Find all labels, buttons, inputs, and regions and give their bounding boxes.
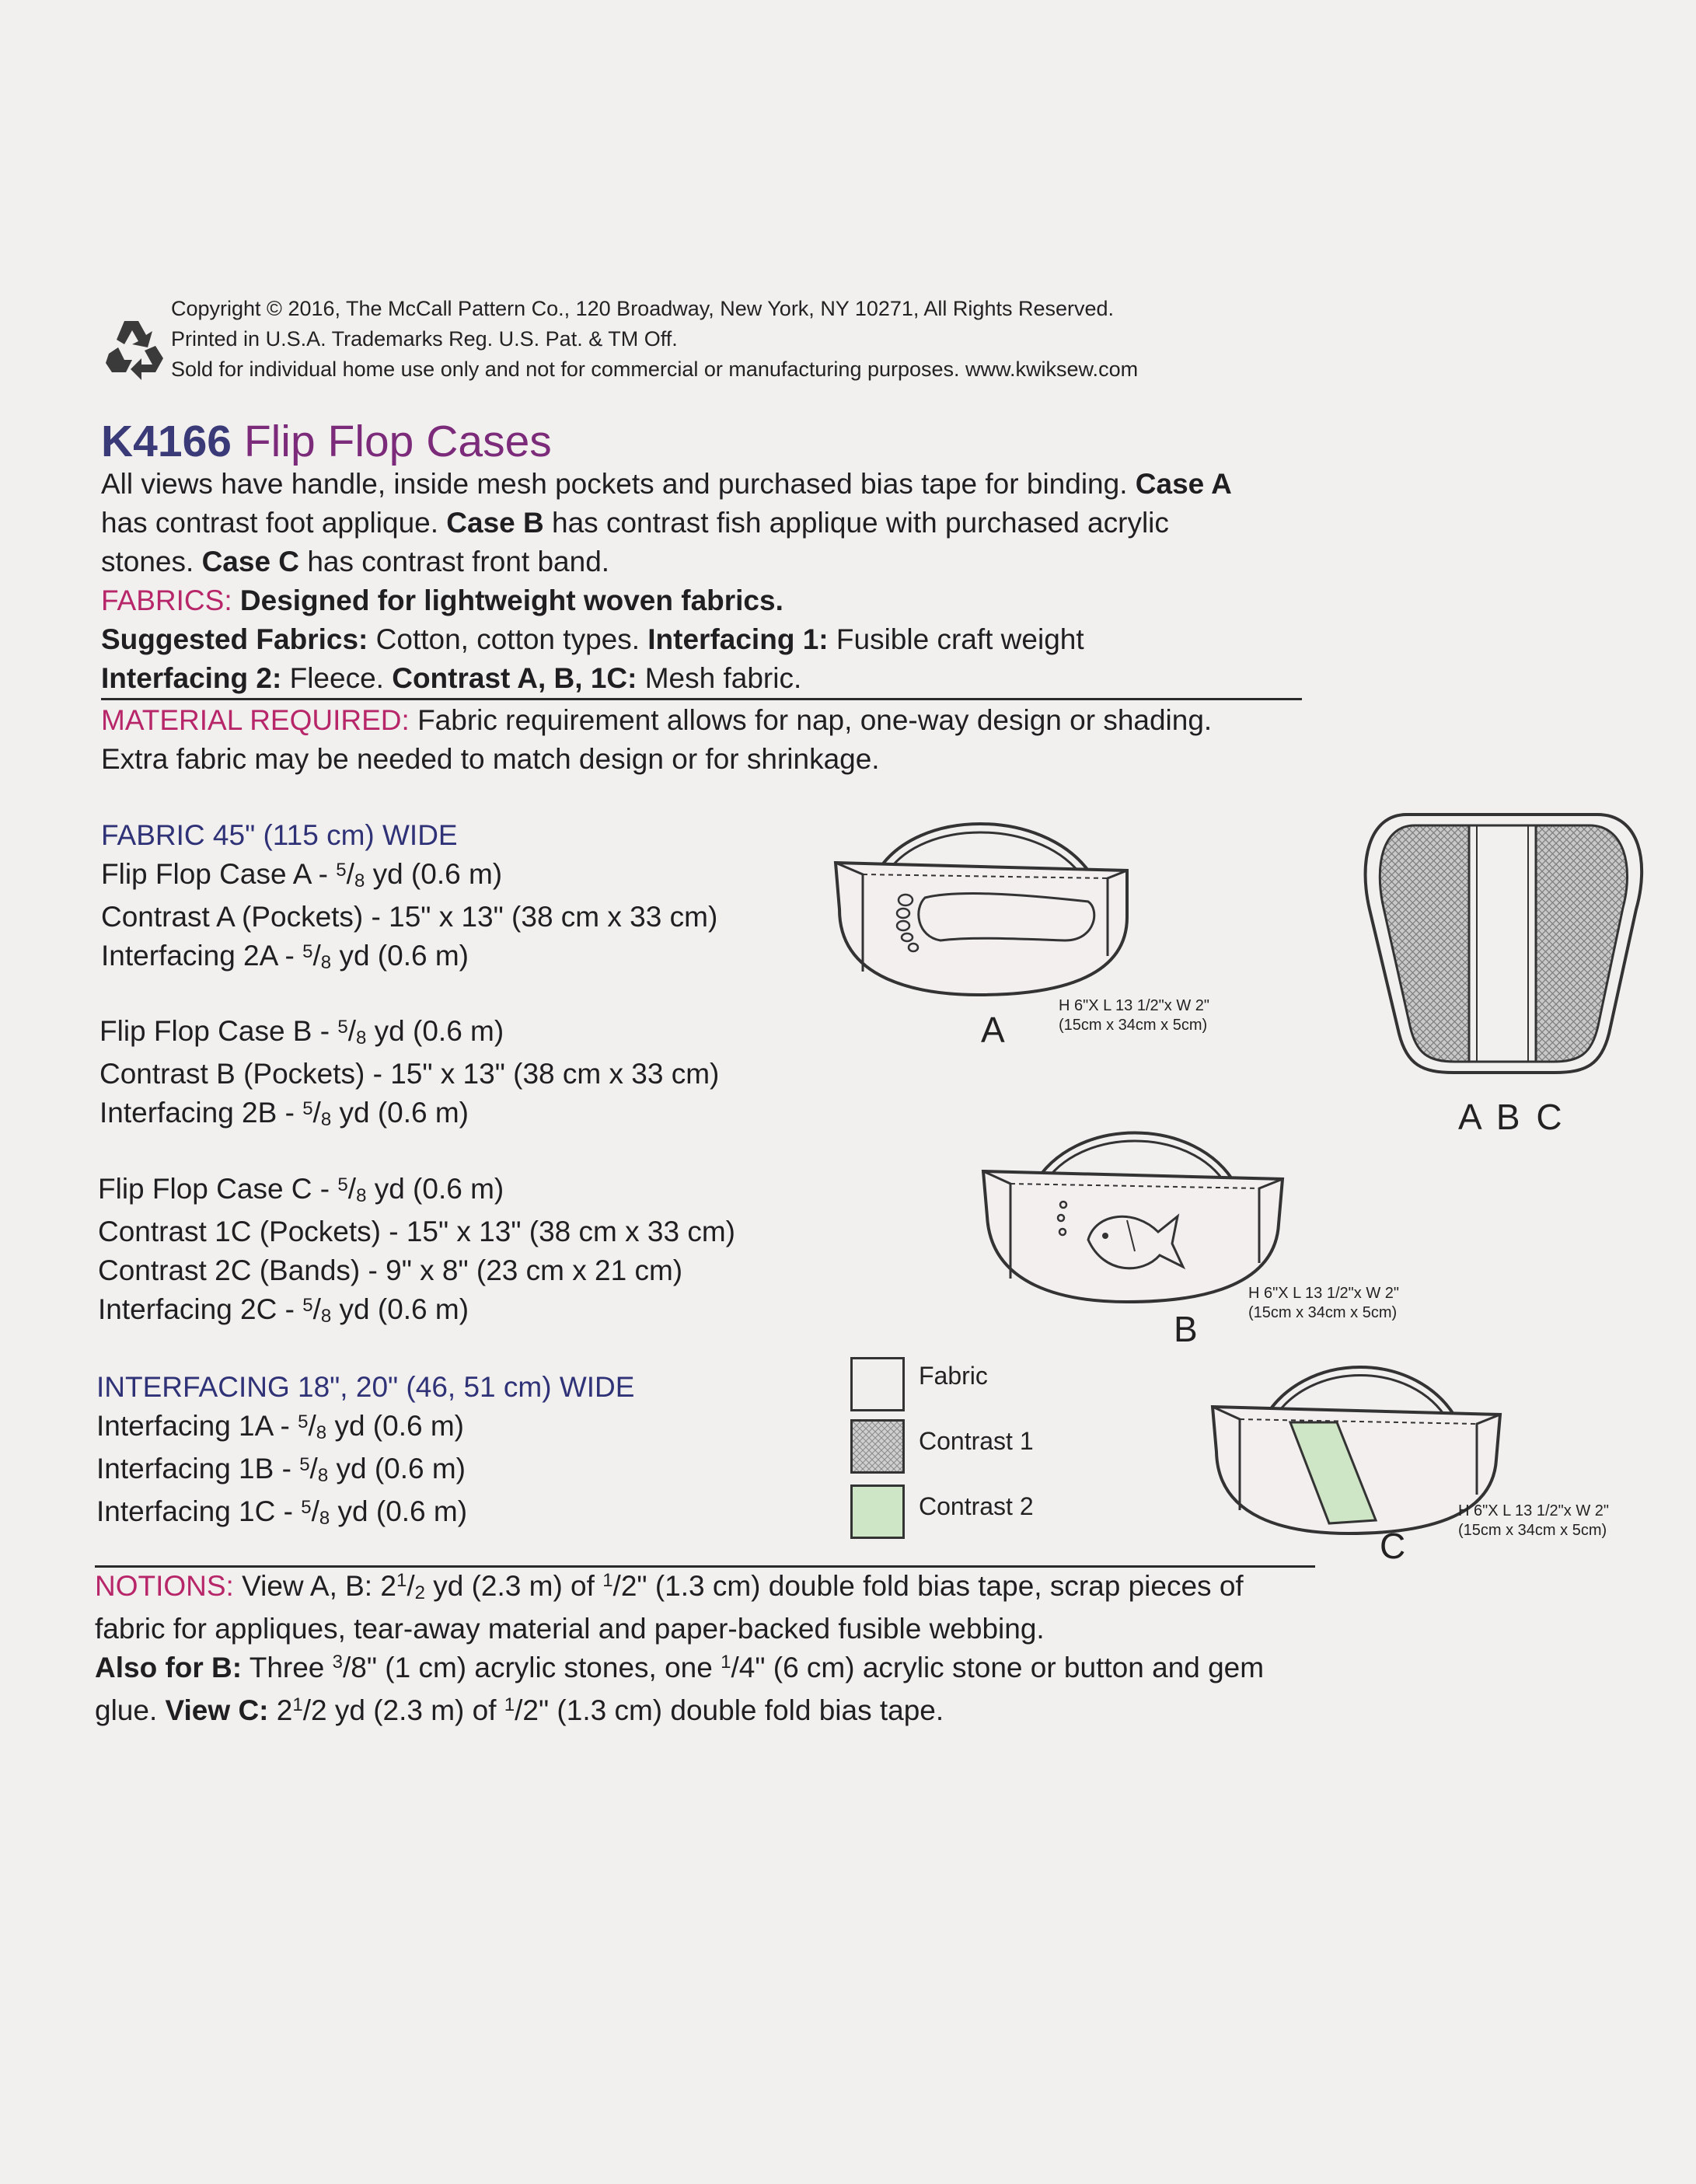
contrast-label: Contrast A, B, 1C: [392,662,637,694]
case-b-amount: yd (0.6 m) [374,1015,504,1047]
desc-case-c: Case C [201,546,300,577]
copyright-line-2: Printed in U.S.A. Trademarks Reg. U.S. Pat. & TM Off. [171,327,678,351]
material-text: Fabric requirement allows for nap, one-way design or shading. [417,704,1213,736]
fabric-width-heading: FABRIC 45" (115 cm) WIDE [101,819,458,851]
interfacing-1c-label: Interfacing 1C - [96,1495,302,1527]
view-a-dims-imperial: H 6"X L 13 1/2"x W 2" [1059,997,1209,1014]
frac-den: 8 [356,1027,367,1048]
interfacing-1b-label: Interfacing 1B - [96,1453,300,1484]
frac-num: 3 [332,1652,344,1673]
copyright-line-3: Sold for individual home use only and not for commercial or manufacturing purposes. www.kwiksew.com [171,358,1139,381]
contrast-a-line: Contrast A (Pockets) - 15" x 13" (38 cm x 33 cm) [101,901,718,933]
contrast-2c-line: Contrast 2C (Bands) - 9" x 8" (23 cm x 21 cm) [98,1254,683,1286]
case-b-line: Flip Flop Case B - $^5$/8 yd (0.6 m) [99,1015,504,1048]
notions-text: /2 [515,1694,539,1726]
view-b-dimensions [1248,1284,1399,1323]
view-abc-back-illustration [1360,808,1648,1080]
frac-num: 5 [302,1098,313,1119]
desc-text: All views have handle, inside mesh pockets and purchased bias tape for binding. [101,468,1128,500]
desc-text: has contrast fish applique with purchased acrylic [552,507,1169,539]
fabrics-label: FABRICS: [101,584,232,616]
frac-num: 5 [336,860,347,881]
contrast-1c-line: Contrast 1C (Pockets) - 15" x 13" (38 cm x 33 cm) [98,1216,735,1247]
interfacing-2b-amount: yd (0.6 m) [339,1097,469,1129]
amount: yd (0.6 m) [337,1495,468,1527]
view-c-letter: C [1380,1526,1406,1566]
desc-case-b: Case B [446,507,544,539]
notions-text: /4 [731,1652,756,1683]
notions-also-b: Also for B: [95,1652,243,1683]
case-c-label: Flip Flop Case C - [98,1173,338,1205]
case-c-line: Flip Flop Case C - $^5$/8 yd (0.6 m) [98,1173,504,1206]
description [101,465,1232,698]
notions-text: " (6 cm) acrylic stone or button and gem [755,1652,1265,1683]
view-c-dims-imperial: H 6"X L 13 1/2"x W 2" [1458,1502,1609,1519]
interfacing-2b-label: Interfacing 2B - [99,1097,303,1129]
interfacing-2a-amount: yd (0.6 m) [339,940,469,972]
view-c-dimensions [1458,1502,1609,1540]
notions-text: Three [242,1652,333,1683]
material-text-2: Extra fabric may be needed to match design or for shrinkage. [101,743,880,775]
frac-num: 5 [337,1174,348,1195]
frac-den: 8 [354,870,365,891]
recycle-logo-icon [101,315,171,385]
desc-text: has contrast front band. [307,546,610,577]
legend-fabric-label: Fabric [919,1362,988,1390]
frac-num: 5 [302,1295,313,1316]
notions-line-2: fabric for appliques, tear-away material and paper-backed fusible webbing. [95,1613,1045,1645]
suggested-text: Cotton, cotton types. [375,623,640,655]
view-a-letter: A [981,1010,1005,1050]
interfacing1-text: Fusible craft weight [836,623,1084,655]
case-c-section [98,1170,735,1333]
notions-text: yd (2.3 m) of [424,1570,603,1602]
frac-den: 8 [316,1422,327,1443]
desc-case-a: Case A [1135,468,1232,500]
frac-den: 8 [320,1109,332,1130]
frac-num: 5 [299,1454,310,1475]
desc-text: stones. [101,546,194,577]
interfacing1-label: Interfacing 1: [647,623,829,655]
legend-contrast1-swatch [850,1419,905,1474]
view-a-illustration [832,801,1135,1010]
case-a-line: Flip Flop Case A - $^5$/8 yd (0.6 m) [101,858,503,891]
interfacing-2a-label: Interfacing 2A - [101,940,303,972]
divider-rule [101,698,1302,700]
interfacing-2c-label: Interfacing 2C - [98,1293,303,1325]
frac-den: 8 [320,952,332,973]
view-b-letter: B [1174,1309,1198,1349]
pattern-title [101,416,552,467]
interfacing2-text: Fleece. [289,662,384,694]
amount: yd (0.6 m) [336,1453,466,1484]
interfacing-1b-line: Interfacing 1B - $^5$/8 yd (0.6 m) [96,1453,466,1486]
desc-text: has contrast foot applique. [101,507,439,539]
contrast-b-line: Contrast B (Pockets) - 15" x 13" (38 cm x 33 cm) [99,1058,720,1090]
view-abc-letter: A B C [1458,1097,1565,1137]
contrast-text: Mesh fabric. [644,662,802,694]
frac-num: 5 [301,1497,312,1518]
notions-text: /2 [612,1570,637,1602]
interfacing2-label: Interfacing 2: [101,662,282,694]
legend-fabric-swatch [850,1357,905,1411]
interfacing-1c-line: Interfacing 1C - $^5$/8 yd (0.6 m) [96,1495,468,1529]
interfacing-2b-line: Interfacing 2B - $^5$/8 yd (0.6 m) [99,1097,469,1130]
frac-num: 1 [292,1694,303,1715]
notions-text: /8 [343,1652,367,1683]
material-required [101,701,1212,779]
notions-text: View A, B: 2 [242,1570,396,1602]
notions-section [95,1567,1264,1734]
legend-contrast2-swatch [850,1484,905,1539]
view-a-dimensions [1059,996,1209,1035]
notions-text: " (1.3 cm) double fold bias tape, scrap pieces of [637,1570,1244,1602]
notions-text: /2 [302,1694,327,1726]
interfacing-width-heading: INTERFACING 18", 20" (46, 51 cm) WIDE [96,1371,635,1403]
view-a-dims-metric: (15cm x 34cm x 5cm) [1059,1017,1208,1034]
case-a-label: Flip Flop Case A - [101,858,337,890]
frac-den: 8 [320,1306,332,1327]
suggested-label: Suggested Fabrics: [101,623,368,655]
interfacing-1a-line: Interfacing 1A - $^5$/8 yd (0.6 m) [96,1410,464,1443]
fabric-45-section [101,816,717,979]
fabrics-text: Designed for lightweight woven fabrics. [239,584,783,616]
case-c-amount: yd (0.6 m) [374,1173,504,1205]
case-b-label: Flip Flop Case B - [99,1015,338,1047]
material-label: MATERIAL REQUIRED: [101,704,410,736]
legend-contrast2-label: Contrast 2 [919,1492,1034,1520]
frac-num: 1 [396,1570,407,1591]
interfacing-1a-label: Interfacing 1A - [96,1410,298,1442]
notions-text: 2 [268,1694,293,1726]
pattern-code: K4166 [101,417,232,466]
frac-num: 5 [298,1411,309,1432]
notions-text: " (1.3 cm) double fold bias tape. [539,1694,944,1726]
frac-den: 2 [414,1582,425,1603]
view-b-dims-imperial: H 6"X L 13 1/2"x W 2" [1248,1285,1399,1302]
notions-view-c: View C: [165,1694,269,1726]
copyright-block [171,294,1138,385]
copyright-line-1: Copyright © 2016, The McCall Pattern Co., 120 Broadway, New York, NY 10271, All Rights Reserved. [171,297,1115,320]
view-b-illustration [979,1108,1286,1317]
notions-text: / [407,1570,415,1602]
pattern-name: Flip Flop Cases [243,417,552,466]
case-a-amount: yd (0.6 m) [372,858,503,890]
notions-label: NOTIONS: [95,1570,234,1602]
frac-num: 5 [302,941,313,962]
notions-line-4 [95,1691,1264,1734]
interfacing-2c-amount: yd (0.6 m) [339,1293,469,1325]
interfacing-2c-line: Interfacing 2C - $^5$/8 yd (0.6 m) [98,1293,469,1327]
frac-num: 5 [337,1017,348,1038]
frac-num: 1 [721,1652,731,1673]
notions-text: glue. [95,1694,166,1726]
view-c-dims-metric: (15cm x 34cm x 5cm) [1458,1522,1607,1539]
frac-num: 1 [504,1694,515,1715]
frac-den: 8 [356,1185,367,1206]
interfacing-section [96,1368,634,1535]
notions-line-1 [95,1567,1264,1610]
legend-contrast1-label: Contrast 1 [919,1427,1034,1455]
interfacing-2a-line: Interfacing 2A - $^5$/8 yd (0.6 m) [101,940,469,973]
view-b-dims-metric: (15cm x 34cm x 5cm) [1248,1304,1398,1321]
notions-text: yd (2.3 m) of [326,1694,504,1726]
amount: yd (0.6 m) [334,1410,464,1442]
case-b-section [99,1012,719,1136]
frac-den: 8 [319,1508,330,1529]
frac-num: 1 [602,1570,613,1591]
frac-den: 8 [317,1465,329,1486]
notions-text: " (1 cm) acrylic stones, one [366,1652,721,1683]
notions-line-3 [95,1648,1264,1691]
